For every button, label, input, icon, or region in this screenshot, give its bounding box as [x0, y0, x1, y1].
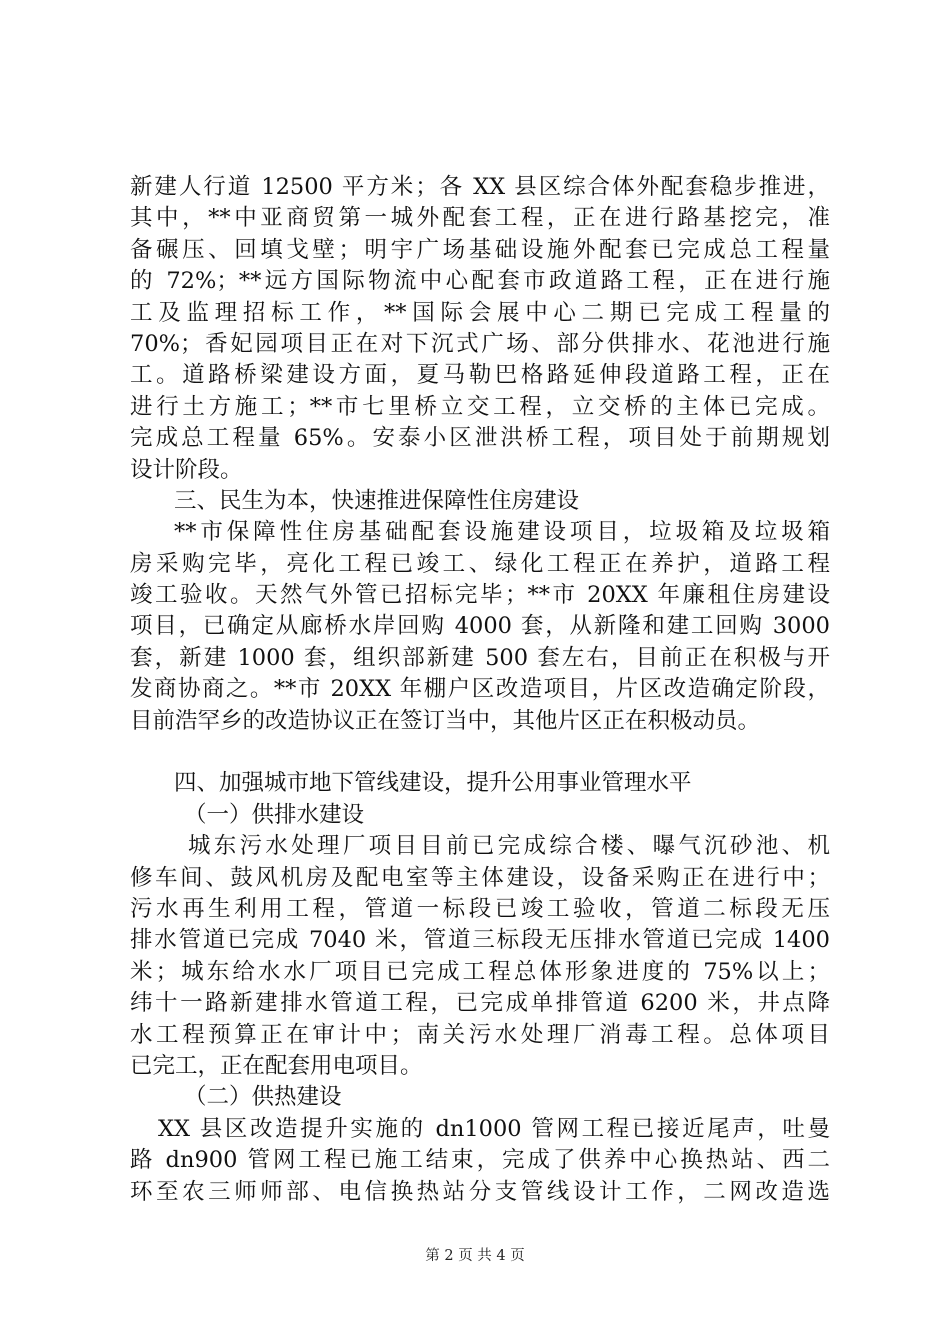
section-heading-4: 四、加强城市地下管线建设，提升公用事业管理水平 — [174, 770, 692, 797]
paragraph-spacer — [130, 737, 830, 768]
text-line: 水工程预算正在审计中；南关污水处理厂消毒工程。总体项目 — [130, 1021, 830, 1048]
section-heading-3: 三、民生为本，快速推进保障性住房建设 — [174, 487, 580, 514]
text-line: 备碾压、回填戈壁；明宇广场基础设施外配套已完成总工程量 — [130, 236, 830, 263]
text-line: 路 dn900 管网工程已施工结束，完成了供养中心换热站、西二 — [130, 1147, 830, 1174]
text-line: 竣工验收。天然气外管已招标完毕；**市 20XX 年廉租住房建设 — [130, 582, 830, 609]
text-line: 房采购完毕，亮化工程已竣工、绿化工程正在养护，道路工程 — [130, 550, 830, 577]
text-line: 米；城东给水水厂项目已完成工程总体形象进度的 75%以上； — [130, 958, 830, 985]
text-line: 工及监理招标工作，**国际会展中心二期已完成工程量的 — [130, 299, 830, 326]
text-line: 套，新建 1000 套，组织部新建 500 套左右，目前正在积极与开 — [130, 644, 830, 671]
text-line: 城东污水处理厂项目目前已完成综合楼、曝气沉砂池、机 — [188, 833, 830, 860]
text-line: 工。道路桥梁建设方面，夏马勒巴格路延伸段道路工程，正在 — [130, 362, 830, 389]
text-line: 设计阶段。 — [130, 456, 243, 483]
text-line: 环至农三师师部、电信换热站分支管线设计工作，二网改造选 — [130, 1178, 830, 1205]
text-line: 项目，已确定从廊桥水岸回购 4000 套，从新隆和建工回购 3000 — [130, 613, 830, 640]
text-line: 已完工，正在配套用电项目。 — [130, 1052, 423, 1079]
subsection-heading-1: （一）供排水建设 — [184, 801, 365, 828]
text-line: 的 72%；**远方国际物流中心配套市政道路工程，正在进行施 — [130, 268, 830, 295]
text-line: 污水再生利用工程，管道一标段已竣工验收，管道二标段无压 — [130, 895, 830, 922]
text-line: 发商协商之。**市 20XX 年棚户区改造项目，片区改造确定阶段， — [130, 676, 830, 703]
text-line: 其中，**中亚商贸第一城外配套工程，正在进行路基挖完，准 — [130, 205, 830, 232]
text-line: 70%；香妃园项目正在对下沉式广场、部分供排水、花池进行施 — [130, 330, 830, 357]
text-line: 新建人行道 12500 平方米；各 XX 县区综合体外配套稳步推进， — [130, 174, 830, 200]
text-line: **市保障性住房基础配套设施建设项目，垃圾箱及垃圾箱 — [174, 519, 830, 546]
page-footer: 第 2 页 共 4 页 — [425, 1248, 525, 1264]
subsection-heading-2: （二）供热建设 — [184, 1084, 342, 1111]
text-line: 目前浩罕乡的改造协议正在签订当中，其他片区正在积极动员。 — [130, 707, 761, 734]
text-line: 完成总工程量 65%。安泰小区泄洪桥工程，项目处于前期规划 — [130, 425, 830, 452]
text-line: 纬十一路新建排水管道工程，已完成单排管道 6200 米，井点降 — [130, 990, 830, 1017]
text-line: 修车间、鼓风机房及配电室等主体建设，设备采购正在进行中； — [130, 864, 830, 891]
text-line: XX 县区改造提升实施的 dn1000 管网工程已接近尾声，吐曼 — [158, 1115, 830, 1142]
text-line: 进行土方施工；**市七里桥立交工程，立交桥的主体已完成。 — [130, 393, 830, 420]
document-body — [130, 172, 830, 1208]
text-line: 排水管道已完成 7040 米，管道三标段无压排水管道已完成 1400 — [130, 927, 830, 954]
